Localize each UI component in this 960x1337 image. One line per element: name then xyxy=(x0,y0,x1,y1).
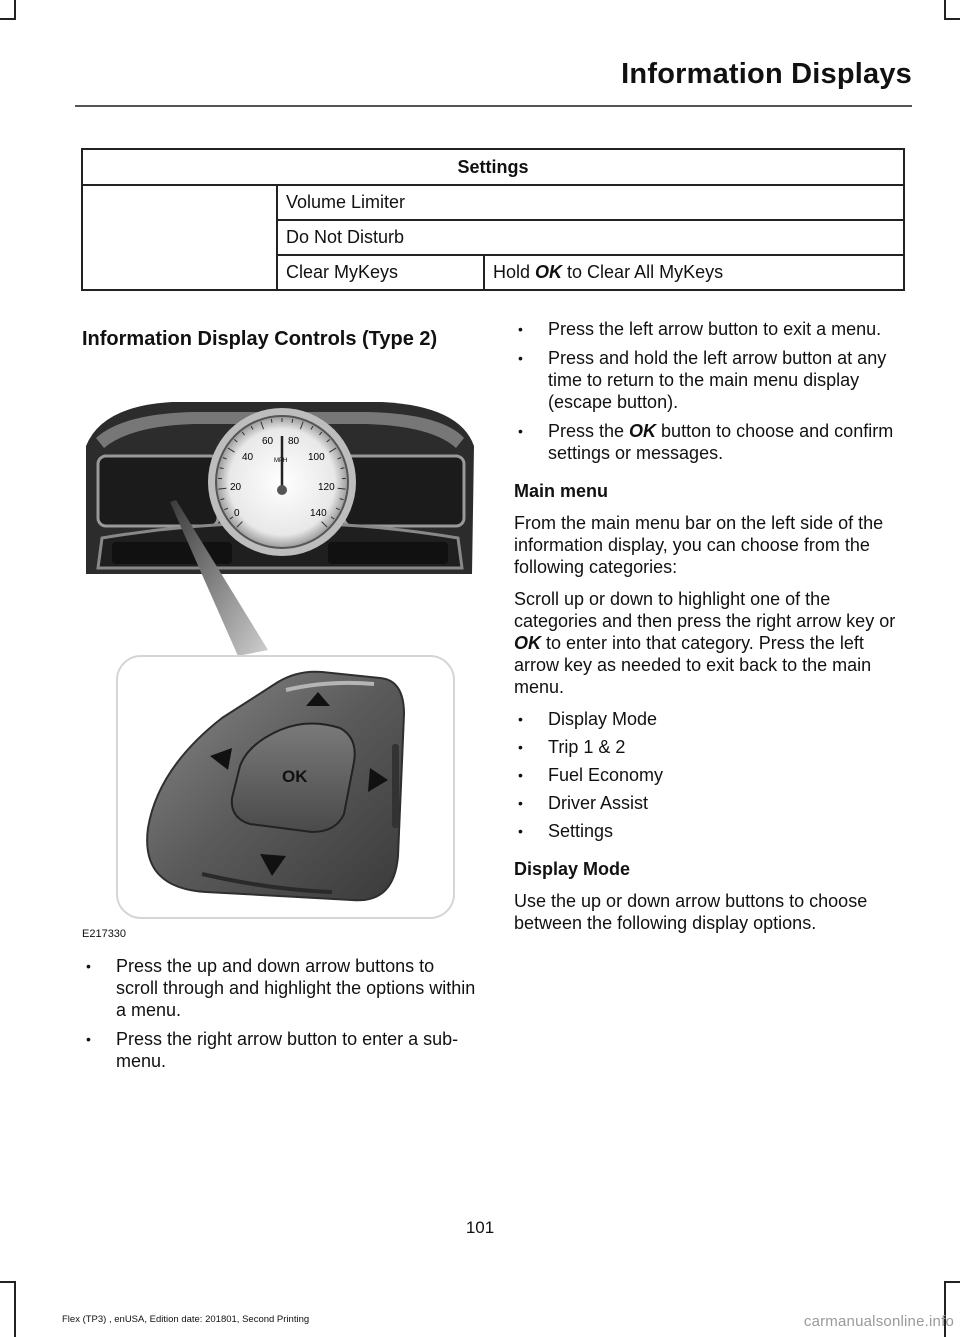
left-bullet-list xyxy=(82,955,477,1072)
main-menu-para xyxy=(514,588,908,698)
speed-label: 0 xyxy=(234,508,240,519)
table-cell: Do Not Disturb xyxy=(277,220,904,255)
speed-label: 40 xyxy=(242,452,254,463)
speed-label: 20 xyxy=(230,482,242,493)
list-item: • Fuel Economy xyxy=(514,764,908,786)
instrument-cluster-illustration xyxy=(82,378,478,940)
right-bullet-list xyxy=(514,318,908,464)
display-mode-heading: Display Mode xyxy=(514,859,631,879)
table-row xyxy=(82,185,904,220)
speed-label: 80 xyxy=(288,436,300,447)
list-item: • Press and hold the left arrow button at any time to return to the main menu display (escape button). xyxy=(514,347,908,413)
header-rule xyxy=(75,105,912,107)
speedometer-tick xyxy=(292,419,293,423)
ok-label: OK xyxy=(282,767,308,786)
text: Scroll up or down to highlight one of the categories and then press the right arrow key or xyxy=(514,589,896,631)
main-menu-para: From the main menu bar on the left side of the information display, you can choose from the following categories: xyxy=(514,513,884,577)
speed-label: 120 xyxy=(318,482,335,493)
controls-figure xyxy=(82,378,478,940)
crop-mark xyxy=(944,0,946,20)
cluster-lower-left-display xyxy=(112,542,232,564)
ok-keyword: OK xyxy=(535,262,563,282)
pad-right-ridge xyxy=(392,744,399,828)
text: Press the xyxy=(548,421,630,441)
speed-unit-label: MPH xyxy=(274,458,288,464)
section-heading: Information Display Controls (Type 2) xyxy=(82,328,438,350)
needle-hub xyxy=(277,485,287,495)
crop-mark xyxy=(944,1281,960,1283)
crop-mark xyxy=(0,1281,16,1283)
speedometer-tick xyxy=(271,419,272,423)
page-number: 101 xyxy=(465,1218,495,1237)
ok-keyword: OK xyxy=(629,421,657,441)
right-column xyxy=(514,318,908,934)
left-column xyxy=(82,328,477,350)
main-menu-heading: Main menu xyxy=(514,481,609,501)
text: to enter into that category. Press the left arrow key as needed to exit back to the main menu. xyxy=(514,633,872,697)
crop-mark xyxy=(14,0,16,20)
table-heading: Settings xyxy=(82,149,904,185)
figure-code: E217330 xyxy=(82,928,127,940)
table-cell: Clear MyKeys xyxy=(277,255,484,290)
list-item: • Press the left arrow button to exit a menu. xyxy=(514,318,908,340)
text: button to choose and confirm settings or messages. xyxy=(548,421,894,463)
list-item: • Trip 1 & 2 xyxy=(514,736,908,758)
list-item: • Settings xyxy=(514,820,908,842)
list-item: • Press the up and down arrow buttons to scroll through and highlight the options within a menu. xyxy=(82,955,477,1021)
cell-text: to Clear All MyKeys xyxy=(562,262,724,282)
edition-footer: Flex (TP3) , enUSA, Edition date: 201801, Second Printing xyxy=(62,1314,310,1325)
cluster-right-panel xyxy=(344,456,464,526)
main-menu-list xyxy=(514,708,908,842)
list-item: • Driver Assist xyxy=(514,792,908,814)
cell-text: Hold xyxy=(493,262,536,282)
left-bullets-wrap xyxy=(82,955,477,1072)
table-blank-cell xyxy=(82,185,277,290)
page-title: Information Displays xyxy=(621,58,912,90)
speed-label: 60 xyxy=(262,436,274,447)
watermark: carmanualsonline.info xyxy=(803,1313,954,1330)
crop-mark xyxy=(14,1281,16,1337)
crop-mark xyxy=(0,18,16,20)
settings-table xyxy=(81,148,905,291)
cluster-left-panel xyxy=(98,456,218,526)
list-item: • Display Mode xyxy=(514,708,908,730)
ok-keyword: OK xyxy=(514,633,541,653)
table-cell: Volume Limiter xyxy=(277,185,904,220)
list-item: • Press the right arrow button to enter a sub-menu. xyxy=(82,1028,477,1072)
table-header-row xyxy=(82,149,904,185)
speed-label: 100 xyxy=(308,452,325,463)
list-item xyxy=(514,420,908,464)
crop-mark xyxy=(944,18,960,20)
display-mode-para: Use the up or down arrow buttons to choose between the following display options. xyxy=(514,891,868,933)
table-cell xyxy=(484,255,904,290)
speed-label: 140 xyxy=(310,508,327,519)
cluster-lower-right-display xyxy=(328,542,448,564)
